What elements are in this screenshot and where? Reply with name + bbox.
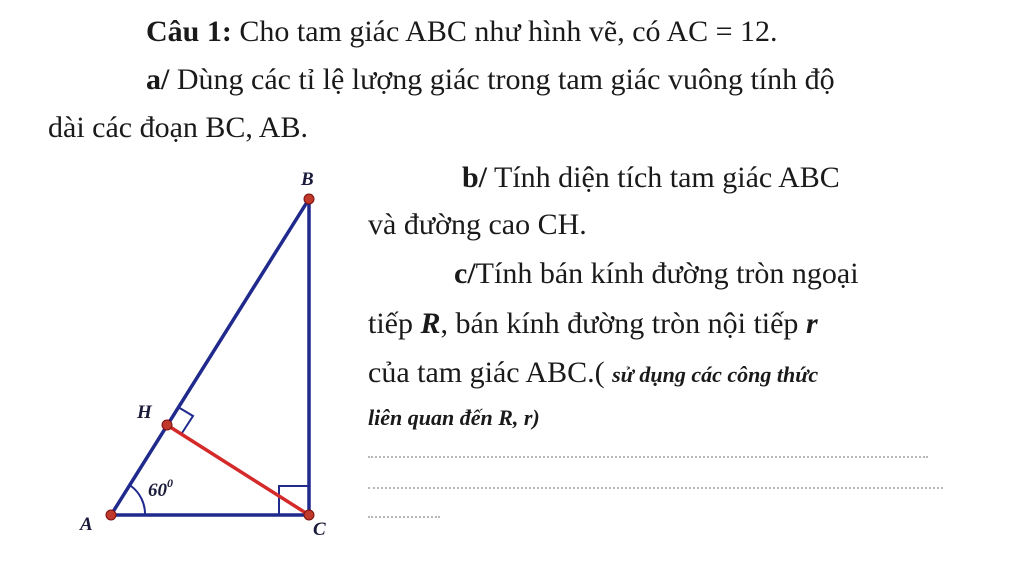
- part-c-label: c/: [454, 257, 476, 290]
- vertex-B: [304, 194, 314, 204]
- part-a-text1: Dùng các tỉ lệ lượng giác trong tam giác vuông tính độ: [169, 63, 835, 96]
- label-C: C: [313, 519, 326, 540]
- part-c-text1: Tính bán kính đường tròn ngoại: [475, 257, 859, 290]
- part-b-text2: và đường cao CH.: [368, 208, 587, 241]
- question-number: Câu 1:: [146, 15, 232, 48]
- part-c-text3a: của tam giác ABC.(: [368, 356, 613, 389]
- part-b-label: b/: [462, 161, 488, 194]
- part-a-label: a/: [146, 63, 170, 96]
- label-B: B: [301, 169, 314, 190]
- vertex-A: [106, 510, 116, 520]
- angle-value: 60: [148, 480, 167, 501]
- question-intro: Cho tam giác ABC như hình vẽ, có AC = 12.: [231, 15, 778, 48]
- angle-label: [148, 476, 173, 501]
- vertex-H: [162, 420, 172, 430]
- angle-arc-A: [131, 486, 145, 515]
- part-c-note1: sử dụng các công thức: [612, 362, 819, 387]
- symbol-R: R: [420, 307, 441, 340]
- symbol-r: r: [805, 307, 818, 340]
- right-angle-mark-H: [178, 407, 193, 433]
- side-AB: [111, 199, 309, 515]
- part-c-note2: liên quan đến R, r): [368, 405, 540, 430]
- angle-degree: 0: [167, 476, 173, 490]
- part-c-text2a: tiếp: [368, 307, 421, 340]
- altitude-CH: [167, 425, 309, 515]
- part-a-text2: dài các đoạn BC, AB.: [48, 111, 308, 144]
- label-H: H: [137, 402, 152, 423]
- label-A: A: [80, 514, 93, 535]
- part-b-text1: Tính diện tích tam giác ABC: [487, 161, 840, 194]
- part-c-text2b: , bán kính đường tròn nội tiếp: [440, 307, 806, 340]
